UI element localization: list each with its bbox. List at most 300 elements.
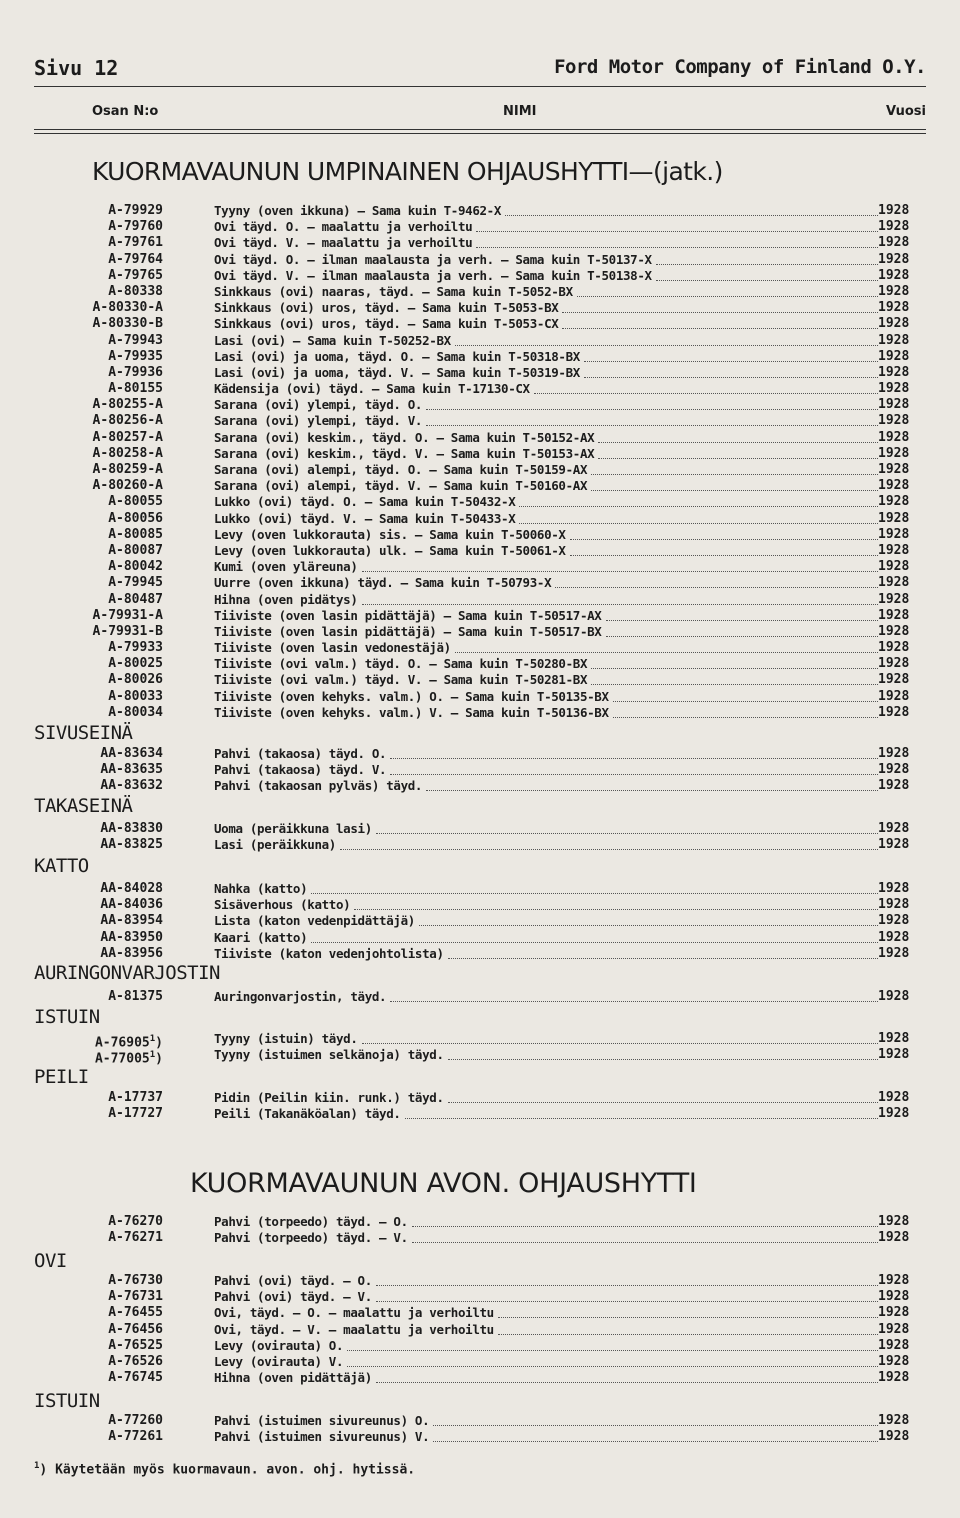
- part-name-text: Ovi, täyd. — O. — maalattu ja verhoiltu: [214, 1305, 494, 1321]
- part-year: 1928: [878, 1214, 910, 1229]
- part-number: [93, 624, 163, 640]
- dot-leader: [390, 1000, 878, 1002]
- part-year: 1928: [878, 397, 910, 413]
- dot-leader: [598, 441, 878, 443]
- column-header-year: Vuosi: [886, 104, 926, 119]
- part-number-text: A-79764: [108, 251, 163, 267]
- part-row: [0, 1273, 960, 1289]
- footnote: [34, 1461, 415, 1477]
- part-name: [214, 284, 882, 300]
- part-year: 1928: [878, 778, 910, 794]
- dot-leader: [419, 924, 878, 926]
- part-footnote-mark: 1: [149, 1034, 156, 1044]
- column-rule: [34, 129, 926, 130]
- avon-section-title: KUORMAVAUNUN AVON. OHJAUSHYTTI: [190, 1168, 697, 1199]
- part-year: 1928: [878, 203, 910, 218]
- part-number-text: AA-83635: [100, 762, 163, 778]
- dot-leader: [376, 832, 878, 834]
- parts-list-aurinko: [0, 989, 960, 1005]
- part-name: [214, 1273, 882, 1289]
- part-number: [100, 913, 163, 929]
- part-year: 1928: [878, 542, 910, 558]
- part-year: 1928: [878, 267, 910, 283]
- column-header-part-no: Osan N:o: [92, 104, 159, 119]
- group-heading-istuin-avon: ISTUIN: [34, 1390, 100, 1412]
- dot-leader: [555, 586, 878, 588]
- part-number-text: A-79931-B: [92, 623, 163, 639]
- part-name: [214, 1090, 882, 1106]
- part-name-text: Levy (oven lukkorauta) sis. — Sama kuin T-50060-X: [214, 526, 566, 542]
- part-number: [108, 349, 163, 365]
- part-number: [108, 268, 163, 284]
- part-name: [214, 897, 882, 913]
- header-rule: [34, 86, 926, 87]
- part-number-text: A-80487: [108, 591, 163, 607]
- part-name-text: Lasi (peräikkuna): [214, 837, 336, 853]
- part-number: [93, 446, 163, 462]
- part-name-text: Lista (katon vedenpidättäjä): [214, 913, 415, 929]
- part-number: [100, 897, 163, 913]
- part-name-text: Peili (Takanäköalan) täyd.: [214, 1106, 401, 1122]
- part-row: [0, 333, 960, 349]
- part-number: [93, 462, 163, 478]
- part-year: 1928: [878, 1321, 910, 1337]
- dot-leader: [405, 1117, 878, 1119]
- part-name: [214, 1429, 882, 1445]
- part-year: 1928: [878, 821, 910, 836]
- part-name: [214, 333, 882, 349]
- part-number-text: A-80259-A: [92, 462, 163, 477]
- part-number-text: A-80055: [108, 494, 163, 510]
- part-name: [214, 1370, 882, 1386]
- dot-leader: [570, 554, 878, 556]
- part-row: [0, 1047, 960, 1067]
- part-year: 1928: [878, 1429, 910, 1445]
- part-number-text: AA-83632: [100, 778, 163, 794]
- part-name: [214, 656, 882, 672]
- part-name-text: Tiiviste (oven lasin pidättäjä) — Sama kuin T-50517-AX: [214, 607, 602, 623]
- part-number-text: A-77005: [94, 1051, 150, 1067]
- part-number: [108, 219, 163, 235]
- part-number-text: A-80085: [108, 526, 163, 542]
- part-name-text: Hihna (oven pidätys): [214, 591, 358, 607]
- dot-leader: [448, 1101, 878, 1103]
- part-number: [95, 1047, 163, 1067]
- part-number-text: A-17737: [108, 1090, 163, 1105]
- part-row: [0, 219, 960, 235]
- part-name-text: Lasi (ovi) ja uoma, täyd. V. — Sama kuin T-50319-BX: [214, 364, 580, 380]
- part-row: [0, 1031, 960, 1051]
- part-row: [0, 397, 960, 413]
- dot-leader: [347, 1365, 878, 1367]
- part-footnote-mark: 1: [149, 1050, 156, 1061]
- part-number: [108, 656, 163, 672]
- part-row: [0, 252, 960, 268]
- part-name: [214, 511, 882, 527]
- part-number-text: A-77261: [108, 1429, 163, 1445]
- part-number: [100, 746, 163, 762]
- part-name-text: Pahvi (takaosa) täyd. O.: [214, 746, 387, 761]
- part-number-text: A-79936: [108, 364, 163, 380]
- part-number: [108, 1273, 163, 1289]
- part-row: [0, 235, 960, 251]
- part-name: [214, 235, 882, 251]
- part-name: [214, 559, 882, 575]
- part-year: 1928: [878, 1413, 910, 1428]
- part-row: [0, 413, 960, 429]
- part-number-text: A-79929: [108, 203, 163, 218]
- group-heading-istuin: ISTUIN: [34, 1006, 100, 1028]
- dot-leader: [584, 376, 878, 378]
- part-number: [108, 1322, 163, 1338]
- part-name-text: Levy (ovirauta) O.: [214, 1337, 344, 1353]
- dot-leader: [390, 773, 878, 775]
- part-number: [108, 1429, 163, 1445]
- part-number: [93, 478, 163, 494]
- part-year: 1928: [878, 881, 910, 896]
- part-row: [0, 778, 960, 794]
- part-row: [0, 1413, 960, 1429]
- part-name-text: Ovi, täyd. — V. — maalattu ja verhoiltu: [214, 1321, 494, 1337]
- part-name: [214, 413, 882, 429]
- part-name-text: Ovi täyd. O. — ilman maalausta ja verh. — Sama kuin T-50137-X: [214, 251, 652, 267]
- part-year: 1928: [878, 575, 910, 591]
- part-number-text: A-80034: [108, 704, 163, 720]
- part-year: 1928: [878, 1047, 910, 1063]
- part-year: 1928: [878, 945, 910, 961]
- part-number-text: A-76905: [94, 1035, 150, 1051]
- part-number: [93, 397, 163, 413]
- part-row: [0, 1322, 960, 1338]
- part-name-text: Tiiviste (oven lasin vedonestäjä): [214, 640, 451, 656]
- part-name: [214, 821, 882, 837]
- part-row: [0, 881, 960, 897]
- part-name-text: Tiiviste (oven kehyks. valm.) V. — Sama kuin T-50136-BX: [214, 704, 609, 720]
- parts-list-cab-doors: [0, 203, 960, 721]
- part-name: [214, 1322, 882, 1338]
- part-number: [108, 543, 163, 559]
- part-year: 1928: [878, 445, 910, 461]
- part-year: 1928: [878, 413, 910, 429]
- dot-leader: [362, 603, 878, 605]
- part-row: [0, 1230, 960, 1246]
- dot-leader: [606, 635, 879, 637]
- dot-leader: [519, 522, 878, 524]
- part-number-text: A-77260: [108, 1413, 163, 1428]
- part-name: [214, 316, 882, 332]
- part-row: [0, 640, 960, 656]
- part-name-text: Sinkkaus (ovi) uros, täyd. — Sama kuin T-5053-CX: [214, 316, 559, 332]
- part-name: [214, 1230, 882, 1246]
- part-footnote-suffix: ): [155, 1051, 163, 1067]
- part-name: [214, 640, 882, 656]
- parts-list-sivuseina: [0, 746, 960, 795]
- part-year: 1928: [878, 1090, 910, 1105]
- part-year: 1928: [878, 1370, 910, 1386]
- part-year: 1928: [878, 1337, 910, 1353]
- part-row: [0, 430, 960, 446]
- part-name: [214, 430, 882, 446]
- part-year: 1928: [878, 462, 910, 477]
- part-year: 1928: [878, 672, 910, 688]
- part-year: 1928: [878, 989, 910, 1004]
- part-name-text: Pahvi (ovi) täyd. — O.: [214, 1273, 372, 1288]
- part-number-text: A-80260-A: [92, 478, 163, 494]
- part-number-text: AA-83950: [100, 929, 163, 945]
- part-row: [0, 1090, 960, 1106]
- part-number-text: A-80256-A: [92, 413, 163, 429]
- part-number: [93, 316, 163, 332]
- part-number: [108, 284, 163, 300]
- part-number: [100, 821, 163, 837]
- part-year: 1928: [878, 837, 910, 853]
- part-number-text: A-80257-A: [92, 429, 163, 445]
- part-name-text: Lukko (ovi) täyd. O. — Sama kuin T-50432-X: [214, 494, 516, 510]
- part-name-text: Pahvi (istuimen sivureunus) V.: [214, 1429, 430, 1445]
- page-number: Sivu 12: [34, 56, 119, 80]
- part-number-text: AA-83956: [100, 945, 163, 961]
- part-name-text: Sisäverhous (katto): [214, 897, 351, 913]
- part-row: [0, 575, 960, 591]
- part-name-text: Ovi täyd. V. — ilman maalausta ja verh. — Sama kuin T-50138-X: [214, 267, 652, 283]
- dot-leader: [347, 1349, 878, 1351]
- dot-leader: [562, 327, 878, 329]
- dot-leader: [433, 1424, 878, 1426]
- part-number-text: AA-84028: [100, 881, 163, 896]
- part-year: 1928: [878, 429, 910, 445]
- part-name-text: Hihna (oven pidättäjä): [214, 1370, 372, 1386]
- part-name: [214, 397, 882, 413]
- part-number: [108, 1289, 163, 1305]
- part-name-text: Sarana (ovi) alempi, täyd. V. — Sama kuin T-50160-AX: [214, 478, 588, 494]
- part-name: [214, 300, 882, 316]
- part-row: [0, 930, 960, 946]
- part-row: [0, 624, 960, 640]
- part-year: 1928: [878, 591, 910, 607]
- part-number-text: A-79943: [108, 332, 163, 348]
- part-name: [214, 672, 882, 688]
- company-name: Ford Motor Company of Finland O.Y.: [554, 56, 926, 78]
- part-number-text: A-76525: [108, 1337, 163, 1353]
- part-number: [93, 430, 163, 446]
- part-number: [108, 1413, 163, 1429]
- parts-list-ovi: [0, 1273, 960, 1386]
- part-name: [214, 778, 882, 794]
- part-number: [100, 930, 163, 946]
- part-number: [108, 689, 163, 705]
- parts-list-istuin: [0, 1031, 960, 1067]
- main-section-title: KUORMAVAUNUN UMPINAINEN OHJAUSHYTTI—(jatk.): [92, 157, 723, 186]
- dot-leader: [311, 941, 878, 943]
- part-name: [214, 689, 882, 705]
- part-number: [108, 235, 163, 251]
- part-row: [0, 268, 960, 284]
- part-row: [0, 381, 960, 397]
- part-row: [0, 1214, 960, 1230]
- part-name: [214, 1047, 882, 1063]
- part-year: 1928: [878, 640, 910, 656]
- dot-leader: [448, 1058, 878, 1060]
- part-row: [0, 365, 960, 381]
- part-number: [108, 989, 163, 1005]
- page-header: [34, 56, 926, 82]
- part-number-text: AA-83830: [100, 821, 163, 836]
- parts-list-takaseina: [0, 821, 960, 853]
- part-number-text: AA-83954: [100, 913, 163, 929]
- part-name-text: Ovi täyd. O. — maalattu ja verhoiltu: [214, 219, 473, 235]
- part-row: [0, 705, 960, 721]
- dot-leader: [376, 1381, 878, 1383]
- part-number: [100, 762, 163, 778]
- part-row: [0, 349, 960, 365]
- part-number: [108, 494, 163, 510]
- part-row: [0, 300, 960, 316]
- column-header-name: NIMI: [503, 104, 537, 119]
- dot-leader: [448, 957, 878, 959]
- part-row: [0, 897, 960, 913]
- part-name-text: Lasi (ovi) ja uoma, täyd. O. — Sama kuin T-50318-BX: [214, 348, 580, 364]
- part-year: 1928: [878, 607, 910, 623]
- part-name: [214, 1289, 882, 1305]
- part-name-text: Tyyny (oven ikkuna) — Sama kuin T-9462-X: [214, 203, 502, 218]
- part-year: 1928: [878, 332, 910, 348]
- part-number-text: A-76731: [108, 1289, 163, 1305]
- part-year: 1928: [878, 1273, 910, 1288]
- part-name-text: Pahvi (ovi) täyd. — V.: [214, 1289, 372, 1305]
- part-name-text: Uurre (oven ikkuna) täyd. — Sama kuin T-50793-X: [214, 575, 552, 591]
- part-name: [214, 1305, 882, 1321]
- dot-leader: [455, 344, 878, 346]
- part-year: 1928: [878, 559, 910, 575]
- part-number: [108, 559, 163, 575]
- part-name: [214, 1214, 882, 1230]
- part-row: [0, 511, 960, 527]
- part-name-text: Sarana (ovi) keskim., täyd. O. — Sama kuin T-50152-AX: [214, 429, 595, 445]
- part-name-text: Tiiviste (ovi valm.) täyd. V. — Sama kuin T-50281-BX: [214, 672, 588, 688]
- part-name-text: Pahvi (torpeedo) täyd. — O.: [214, 1214, 408, 1229]
- dot-leader: [656, 279, 878, 281]
- part-number: [108, 672, 163, 688]
- part-number: [93, 608, 163, 624]
- dot-leader: [570, 538, 878, 540]
- part-row: [0, 1106, 960, 1122]
- parts-list-peili: [0, 1090, 960, 1122]
- part-year: 1928: [878, 478, 910, 494]
- footnote-text: ) Käytetään myös kuormavaun. avon. ohj. hytissä.: [39, 1462, 416, 1478]
- part-number-text: A-79945: [108, 575, 163, 591]
- part-name: [214, 946, 882, 962]
- part-name-text: Tyyny (istuimen selkänoja) täyd.: [214, 1047, 444, 1063]
- dot-leader: [498, 1316, 878, 1318]
- part-name-text: Tiiviste (ovi valm.) täyd. O. — Sama kuin T-50280-BX: [214, 656, 588, 672]
- part-year: 1928: [878, 762, 910, 778]
- part-row: [0, 494, 960, 510]
- part-year: 1928: [878, 1305, 910, 1321]
- dot-leader: [426, 789, 878, 791]
- part-number-text: A-79760: [108, 219, 163, 235]
- part-number: [108, 1370, 163, 1386]
- dot-leader: [412, 1241, 878, 1243]
- part-year: 1928: [878, 526, 910, 542]
- part-number-text: A-80056: [108, 510, 163, 526]
- part-row: [0, 913, 960, 929]
- dot-leader: [426, 424, 878, 426]
- part-year: 1928: [878, 251, 910, 267]
- part-row: [0, 762, 960, 778]
- part-name: [214, 349, 882, 365]
- part-number-text: A-80255-A: [92, 397, 163, 413]
- part-name: [214, 881, 882, 897]
- part-year: 1928: [878, 348, 910, 364]
- part-row: [0, 478, 960, 494]
- part-number: [108, 1230, 163, 1246]
- part-row: [0, 656, 960, 672]
- part-row: [0, 543, 960, 559]
- part-name: [214, 462, 882, 478]
- part-year: 1928: [878, 219, 910, 235]
- part-name-text: Pahvi (torpeedo) täyd. — V.: [214, 1230, 408, 1246]
- dot-leader: [362, 570, 878, 572]
- part-name-text: Sinkkaus (ovi) uros, täyd. — Sama kuin T-5053-BX: [214, 300, 559, 316]
- part-row: [0, 284, 960, 300]
- part-number-text: A-80258-A: [92, 445, 163, 461]
- part-row: [0, 746, 960, 762]
- part-name-text: Pahvi (takaosan pylväs) täyd.: [214, 778, 423, 794]
- part-number: [100, 837, 163, 853]
- part-year: 1928: [878, 381, 910, 397]
- part-number-text: A-80025: [108, 656, 163, 672]
- part-name-text: Sarana (ovi) ylempi, täyd. O.: [214, 397, 423, 413]
- part-name: [214, 219, 882, 235]
- part-number: [108, 575, 163, 591]
- part-row: [0, 527, 960, 543]
- part-number: [100, 946, 163, 962]
- part-number-text: AA-83825: [100, 837, 163, 853]
- part-number: [108, 381, 163, 397]
- part-year: 1928: [878, 510, 910, 526]
- part-number: [108, 640, 163, 656]
- part-row: [0, 559, 960, 575]
- part-number-text: A-79931-A: [92, 607, 163, 623]
- part-number-text: AA-84036: [100, 897, 163, 913]
- part-year: 1928: [878, 1289, 910, 1305]
- part-number-text: A-76456: [108, 1321, 163, 1337]
- column-rule-thin: [34, 133, 926, 134]
- part-number-text: A-80087: [108, 542, 163, 558]
- part-name: [214, 1106, 882, 1122]
- part-name-text: Kaari (katto): [214, 929, 308, 945]
- part-year: 1928: [878, 1230, 910, 1246]
- part-name: [214, 624, 882, 640]
- part-row: [0, 1338, 960, 1354]
- part-name-text: Pidin (Peilin kiin. runk.) täyd.: [214, 1090, 444, 1105]
- part-number-text: A-80155: [108, 381, 163, 397]
- part-name: [214, 746, 882, 762]
- part-number: [108, 252, 163, 268]
- dot-leader: [340, 848, 878, 850]
- part-row: [0, 1429, 960, 1445]
- part-number-text: A-79935: [108, 348, 163, 364]
- part-row: [0, 837, 960, 853]
- part-number: [108, 333, 163, 349]
- dot-leader: [354, 908, 878, 910]
- dot-leader: [426, 408, 878, 410]
- part-number-text: A-17727: [108, 1106, 163, 1122]
- part-year: 1928: [878, 623, 910, 639]
- part-number: [108, 705, 163, 721]
- part-name-text: Sarana (ovi) ylempi, täyd. V.: [214, 413, 423, 429]
- part-year: 1928: [878, 1106, 910, 1122]
